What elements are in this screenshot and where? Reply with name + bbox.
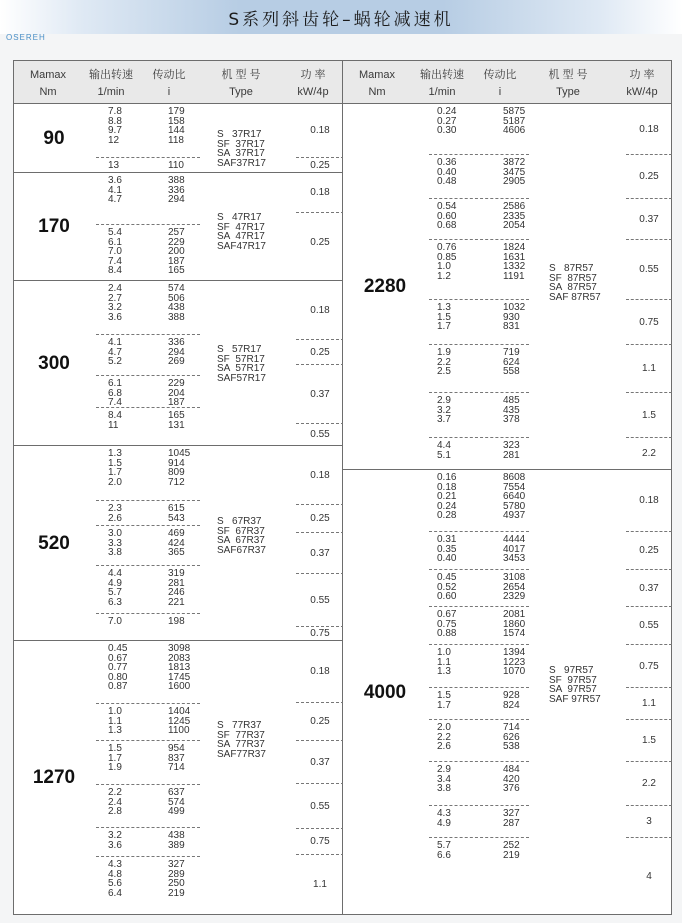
- power-cell: [296, 703, 344, 741]
- power-cell: [626, 806, 672, 838]
- ratio-values: 1824 1631 1332 1191: [503, 242, 526, 282]
- header-mamax: Mamax Nm: [358, 69, 396, 98]
- power-cell: [626, 300, 672, 345]
- power-value: 0.37: [639, 213, 659, 225]
- ratio-values: 719 624 558: [503, 347, 520, 378]
- ratio-values: 3872 3475 2905: [503, 157, 526, 188]
- power-value: 0.18: [639, 495, 659, 506]
- speed-values: 0.45 0.52 0.60: [437, 572, 457, 603]
- ratio-group: [96, 225, 200, 277]
- power-cell: [626, 470, 672, 532]
- ratio-values: 179 158 144 118: [168, 106, 185, 146]
- speed-values: 0.54 0.60 0.68: [437, 201, 457, 232]
- speed-values: 0.76 0.85 1.0 1.2: [437, 242, 457, 282]
- header-speed: 输出转速 1/min: [420, 69, 464, 98]
- brand-subtitle: OSEREH: [6, 33, 46, 42]
- ratio-values: 2081 1860 1574: [503, 609, 526, 640]
- power-value: 0.75: [639, 316, 659, 328]
- speed-values: 3.2 3.6: [108, 830, 122, 851]
- torque-block: [14, 446, 342, 641]
- ratio-values: 714 626 538: [503, 722, 520, 753]
- speed-values: 3.0 3.3 3.8: [108, 528, 122, 559]
- speed-values: 13: [108, 160, 120, 171]
- power-value: 0.25: [310, 513, 330, 524]
- header-ratio: 传动比 i: [152, 69, 186, 98]
- torque-block: [14, 281, 342, 446]
- power-cell: [626, 155, 672, 199]
- power-value: 2.2: [642, 448, 656, 459]
- power-cell: [296, 446, 344, 505]
- power-cell: [626, 688, 672, 720]
- power-value: 0.18: [639, 123, 659, 135]
- power-value: 0.25: [310, 236, 330, 248]
- power-cell: [626, 393, 672, 438]
- ratio-group: [96, 741, 200, 785]
- power-cell: [296, 784, 344, 829]
- power-value: 0.37: [310, 388, 330, 400]
- speed-values: 1.3 1.5 1.7: [437, 302, 451, 333]
- header-ratio: 传动比 i: [483, 69, 517, 98]
- ratio-group: [96, 104, 200, 158]
- ratio-values: 2586 2335 2054: [503, 201, 526, 232]
- ratio-group: [96, 335, 200, 376]
- power-value: 0.55: [310, 429, 330, 440]
- speed-values: 0.31 0.35 0.40: [437, 534, 457, 565]
- speed-values: 1.0 1.1 1.3: [108, 706, 122, 737]
- ratio-values: 198: [168, 616, 185, 627]
- speed-values: 4.3 4.9: [437, 808, 451, 829]
- power-value: 1.1: [313, 879, 327, 890]
- power-value: 1.1: [642, 363, 656, 374]
- power-value: 0.25: [310, 346, 330, 358]
- ratio-values: 165 131: [168, 410, 185, 431]
- ratio-group: [96, 376, 200, 408]
- header-type: 机 型 号 Type: [548, 69, 588, 98]
- power-cell: [626, 532, 672, 570]
- speed-values: 5.7 6.6: [437, 840, 451, 861]
- ratio-values: 319 281 246 221: [168, 568, 185, 608]
- left-spec-table: [13, 60, 343, 915]
- ratio-group: [429, 470, 529, 532]
- ratio-values: 1394 1223 1070: [503, 647, 526, 678]
- power-value: 0.75: [310, 836, 330, 847]
- ratio-group: [96, 173, 200, 225]
- torque-value: 300: [38, 352, 70, 374]
- power-value: 0.75: [639, 660, 659, 672]
- model-type: S 97R57 SF 97R57 SA 97R57 SAF 97R57: [549, 665, 601, 705]
- speed-values: 2.9 3.2 3.7: [437, 395, 451, 426]
- power-value: 0.37: [310, 756, 330, 768]
- torque-value: 4000: [363, 681, 407, 703]
- ratio-group: [96, 281, 200, 335]
- ratio-group: [96, 828, 200, 857]
- torque-value: 170: [38, 216, 70, 237]
- model-type: S 47R17 SF 47R17 SA 47R17 SAF47R17: [217, 212, 266, 252]
- speed-values: 1.5 1.7 1.9: [108, 743, 122, 774]
- power-cell: [626, 762, 672, 806]
- speed-values: 0.45 0.67 0.77 0.80 0.87: [108, 643, 128, 693]
- model-type: S 87R57 SF 87R57 SA 87R57 SAF 87R57: [549, 263, 601, 303]
- power-value: 0.55: [310, 594, 330, 606]
- ratio-values: 485 435 378: [503, 395, 520, 426]
- power-cell: [626, 570, 672, 607]
- table-header: [343, 61, 671, 104]
- power-cell: [296, 533, 344, 574]
- power-value: 0.25: [310, 159, 330, 171]
- power-cell: [296, 340, 344, 365]
- header-power: 功 率 kW/4p: [626, 69, 658, 98]
- header-speed: 输出转速 1/min: [89, 69, 133, 98]
- ratio-group: [429, 838, 529, 915]
- speed-values: 2.2 2.4 2.8: [108, 787, 122, 818]
- torque-block: [14, 104, 342, 173]
- ratio-group: [96, 614, 200, 641]
- power-cell: [626, 345, 672, 393]
- speed-values: 2.4 2.7 3.2 3.6: [108, 283, 122, 323]
- ratio-values: 954 837 714: [168, 743, 185, 774]
- power-value: 0.18: [310, 666, 330, 677]
- speed-values: 0.24 0.27 0.30: [437, 106, 457, 137]
- power-cell: [626, 199, 672, 240]
- power-value: 0.55: [639, 264, 659, 275]
- speed-values: 2.3 2.6: [108, 503, 122, 524]
- speed-values: 4.4 4.9 5.7 6.3: [108, 568, 122, 608]
- speed-values: 4.1 4.7 5.2: [108, 337, 122, 368]
- ratio-group: [96, 526, 200, 566]
- ratio-values: 438 389: [168, 830, 185, 851]
- right-spec-table: [343, 60, 672, 915]
- table-header: [14, 61, 342, 104]
- ratio-values: 388 336 294: [168, 175, 185, 206]
- speed-values: 4.3 4.8 5.6 6.4: [108, 859, 122, 899]
- ratio-values: 469 424 365: [168, 528, 185, 559]
- speed-values: 1.5 1.7: [437, 690, 451, 711]
- speed-values: 1.9 2.2 2.5: [437, 347, 451, 378]
- ratio-group: [96, 446, 200, 501]
- ratio-group: [429, 762, 529, 806]
- torque-block: [343, 470, 671, 915]
- ratio-values: 229 204 187: [168, 378, 185, 409]
- ratio-group: [429, 104, 529, 155]
- power-value: 0.25: [310, 716, 330, 727]
- ratio-values: 3108 2654 2329: [503, 572, 526, 603]
- power-value: 0.18: [310, 304, 330, 316]
- ratio-values: 1404 1245 1100: [168, 706, 191, 737]
- header-mamax: Mamax Nm: [29, 69, 67, 98]
- power-cell: [296, 213, 344, 272]
- ratio-values: 928 824: [503, 690, 520, 711]
- power-cell: [296, 281, 344, 340]
- ratio-values: 327 289 250 219: [168, 859, 185, 899]
- ratio-group: [429, 720, 529, 762]
- ratio-group: [96, 785, 200, 828]
- header-power: 功 率 kW/4p: [297, 69, 329, 98]
- torque-block: [14, 641, 342, 915]
- ratio-values: 1032 930 831: [503, 302, 526, 333]
- power-value: 0.55: [639, 620, 659, 631]
- power-value: 1.5: [642, 735, 656, 746]
- ratio-group: [96, 408, 200, 431]
- header-type: 机 型 号 Type: [221, 69, 261, 98]
- power-value: 0.18: [310, 187, 330, 198]
- power-value: 0.55: [310, 800, 330, 812]
- speed-values: 3.6 4.1 4.7: [108, 175, 122, 206]
- ratio-values: 1045 914 809 712: [168, 448, 191, 488]
- torque-block: [14, 173, 342, 281]
- power-cell: [626, 607, 672, 645]
- power-cell: [296, 741, 344, 784]
- power-value: 4: [646, 870, 652, 882]
- power-cell: [626, 838, 672, 915]
- power-cell: [296, 505, 344, 533]
- power-value: 1.5: [642, 409, 656, 421]
- torque-value: 2280: [363, 276, 407, 297]
- power-value: 0.18: [310, 125, 330, 136]
- ratio-values: 5875 5187 4606: [503, 106, 526, 137]
- ratio-group: [96, 704, 200, 741]
- power-cell: [296, 158, 344, 173]
- power-cell: [296, 574, 344, 627]
- ratio-group: [96, 857, 200, 915]
- ratio-group: [429, 240, 529, 300]
- ratio-group: [429, 300, 529, 345]
- ratio-group: [429, 199, 529, 240]
- speed-values: 8.4 11: [108, 410, 122, 431]
- power-cell: [296, 829, 344, 855]
- power-cell: [626, 720, 672, 762]
- ratio-values: 8608 7554 6640 5780 4937: [503, 472, 526, 522]
- ratio-group: [429, 532, 529, 570]
- speed-values: 0.16 0.18 0.21 0.24 0.28: [437, 472, 457, 522]
- power-value: 0.37: [310, 547, 330, 559]
- power-value: 0.37: [639, 582, 659, 594]
- power-value: 1.1: [642, 698, 656, 709]
- power-cell: [296, 627, 344, 640]
- power-cell: [296, 365, 344, 424]
- power-cell: [296, 424, 344, 446]
- ratio-group: [96, 501, 200, 526]
- ratio-values: 4444 4017 3453: [503, 534, 526, 565]
- speed-values: 1.3 1.5 1.7 2.0: [108, 448, 122, 488]
- power-cell: [626, 645, 672, 688]
- speed-values: 0.67 0.75 0.88: [437, 609, 457, 640]
- ratio-group: [96, 641, 200, 704]
- power-cell: [296, 173, 344, 213]
- ratio-group: [429, 645, 529, 688]
- speed-values: 1.0 1.1 1.3: [437, 647, 451, 678]
- torque-block: [343, 104, 671, 470]
- torque-value: 1270: [32, 767, 76, 788]
- ratio-values: 323 281: [503, 440, 520, 461]
- speed-values: 7.8 8.8 9.7 12: [108, 106, 122, 146]
- torque-value: 520: [38, 532, 70, 554]
- power-cell: [296, 641, 344, 703]
- speed-values: 7.0: [108, 616, 122, 627]
- power-value: 0.75: [310, 627, 330, 639]
- speed-values: 2.0 2.2 2.6: [437, 722, 451, 753]
- power-cell: [296, 104, 344, 158]
- ratio-group: [429, 570, 529, 607]
- power-cell: [626, 240, 672, 300]
- ratio-group: [429, 393, 529, 438]
- ratio-values: 3098 2083 1813 1745 1600: [168, 643, 191, 693]
- torque-value: 90: [43, 127, 65, 149]
- ratio-group: [96, 566, 200, 614]
- model-type: S 67R37 SF 67R37 SA 67R37 SAF67R37: [217, 516, 266, 556]
- ratio-values: 110: [168, 160, 184, 171]
- power-value: 2.2: [642, 778, 656, 789]
- ratio-group: [429, 438, 529, 470]
- ratio-group: [429, 607, 529, 645]
- ratio-group: [429, 806, 529, 838]
- ratio-values: 615 543: [168, 503, 185, 524]
- speed-values: 5.4 6.1 7.0 7.4 8.4: [108, 227, 122, 277]
- speed-values: 6.1 6.8 7.4: [108, 378, 122, 409]
- speed-values: 2.9 3.4 3.8: [437, 764, 451, 795]
- ratio-group: [429, 688, 529, 720]
- model-type: S 57R17 SF 57R17 SA 57R17 SAF57R17: [217, 344, 266, 384]
- power-value: 0.25: [639, 171, 659, 182]
- power-cell: [626, 104, 672, 155]
- speed-values: 4.4 5.1: [437, 440, 451, 461]
- ratio-values: 574 506 438 388: [168, 283, 185, 323]
- ratio-values: 252 219: [503, 840, 520, 861]
- power-value: 3: [646, 816, 652, 827]
- ratio-values: 327 287: [503, 808, 520, 829]
- ratio-group: [429, 155, 529, 199]
- title-banner: [0, 0, 682, 34]
- ratio-values: 484 420 376: [503, 764, 520, 795]
- model-type: S 37R17 SF 37R17 SA 37R17 SAF37R17: [217, 129, 266, 169]
- ratio-group: [429, 345, 529, 393]
- speed-values: 0.36 0.40 0.48: [437, 157, 457, 188]
- ratio-values: 336 294 269: [168, 337, 185, 368]
- power-value: 0.18: [310, 469, 330, 481]
- model-type: S 77R37 SF 77R37 SA 77R37 SAF77R37: [217, 720, 266, 760]
- power-value: 0.25: [639, 545, 659, 556]
- ratio-values: 257 229 200 187 165: [168, 227, 185, 277]
- page-title: S系列斜齿轮–蜗轮减速机: [228, 10, 454, 30]
- power-cell: [626, 438, 672, 470]
- ratio-values: 637 574 499: [168, 787, 185, 818]
- power-cell: [296, 855, 344, 915]
